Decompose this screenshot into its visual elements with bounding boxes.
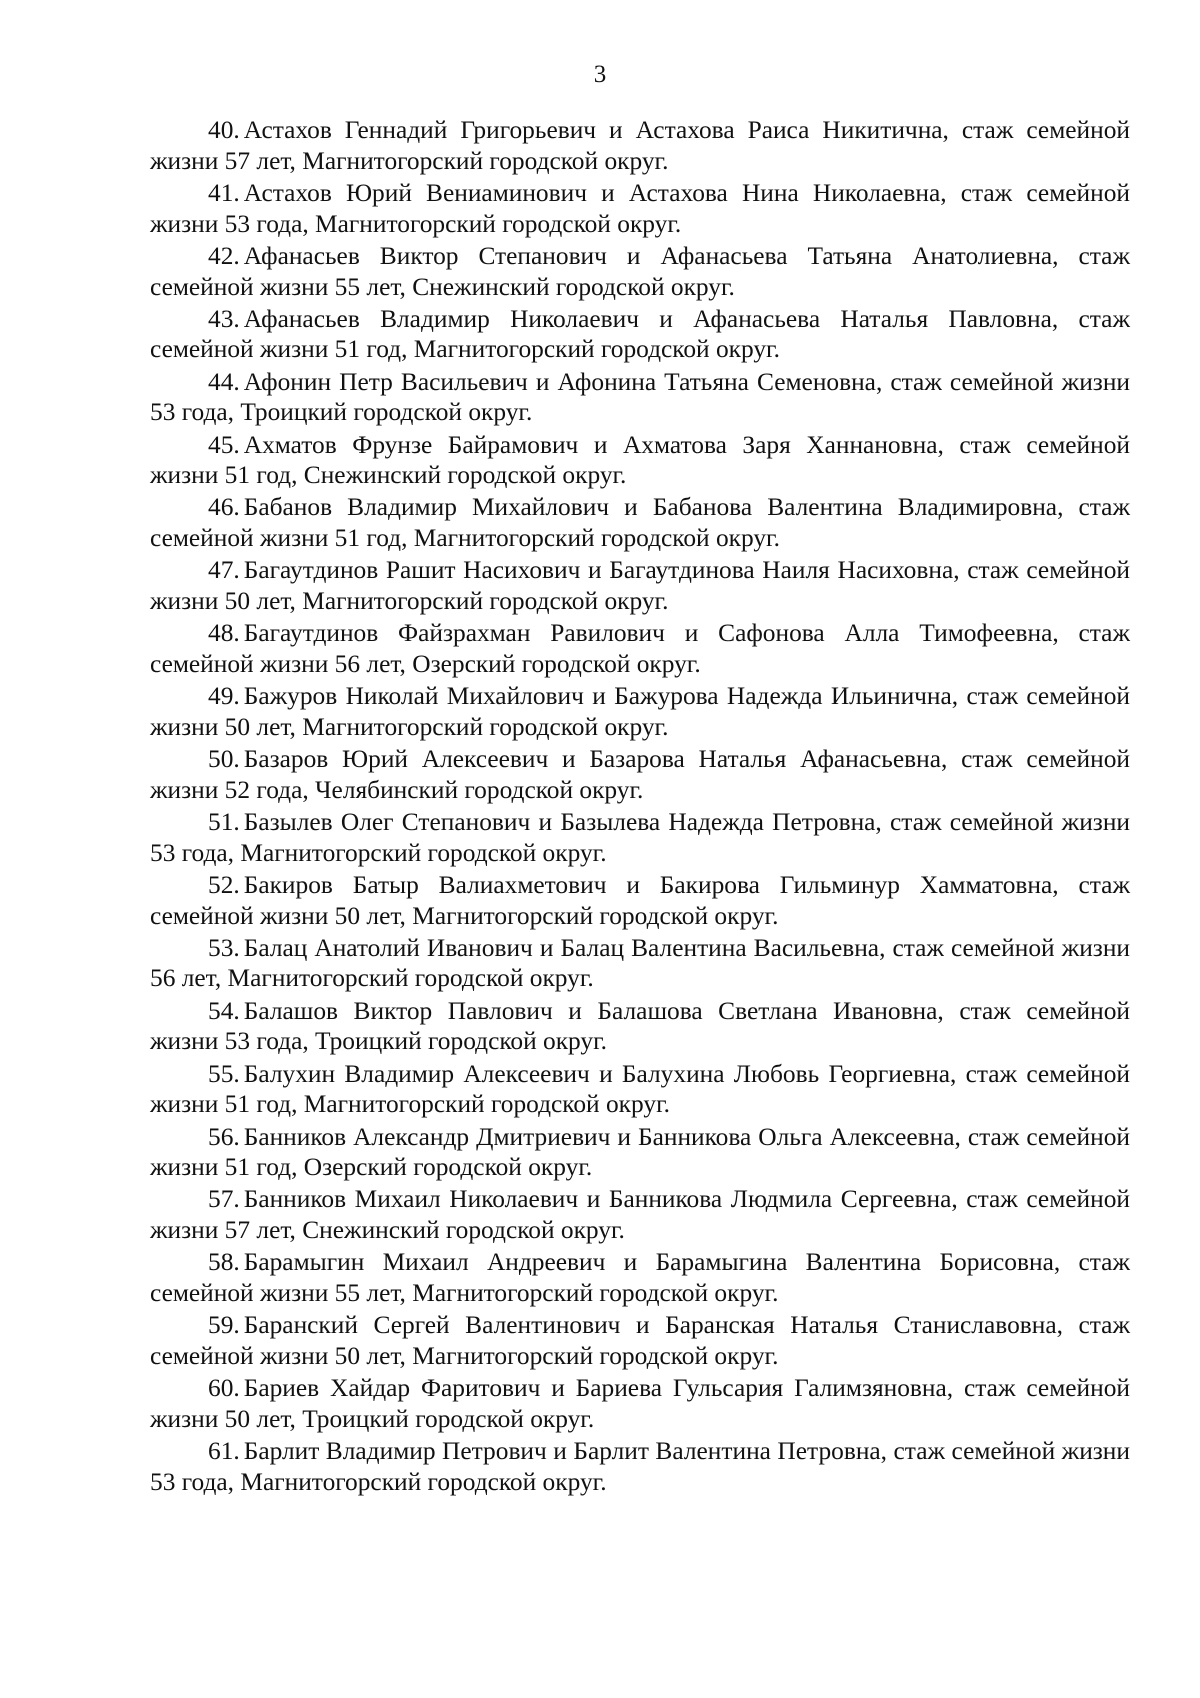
list-item-text: Банников Александр Дмитриевич и Банникова Ольга Алексеевна, стаж семейной жизни 51 год, Озерский городской округ.: [150, 1122, 1130, 1182]
list-item: [150, 178, 1130, 239]
list-item-number: 46.: [208, 493, 240, 522]
page-number: 3: [593, 61, 607, 88]
list-item: [150, 367, 1130, 428]
list-item: [150, 304, 1130, 365]
list-item: [150, 555, 1130, 616]
list-item: [150, 618, 1130, 679]
list-item: [150, 1184, 1130, 1245]
list-item: [150, 933, 1130, 994]
list-item-text: Астахов Юрий Вениаминович и Астахова Нина Николаевна, стаж семейной жизни 53 года, Магнитогорский городской округ.: [150, 178, 1130, 238]
list-item: [150, 1059, 1130, 1120]
list-item-number: 58.: [208, 1248, 240, 1277]
list-item: [150, 807, 1130, 868]
list-item-text: Банников Михаил Николаевич и Банникова Людмила Сергеевна, стаж семейной жизни 57 лет, Снежинский городской округ.: [150, 1185, 1130, 1245]
award-list: [150, 115, 1130, 1499]
list-item-text: Балашов Виктор Павлович и Балашова Светлана Ивановна, стаж семейной жизни 53 года, Троицкий городской округ.: [150, 996, 1130, 1056]
list-item-number: 57.: [208, 1185, 240, 1214]
list-item-number: 42.: [208, 241, 240, 270]
list-item-text: Багаутдинов Рашит Насихович и Багаутдинова Наиля Насиховна, стаж семейной жизни 50 лет, Магнитогорский городской округ.: [150, 556, 1130, 616]
list-item-number: 40.: [208, 116, 240, 144]
list-item: [150, 1373, 1130, 1434]
list-item-number: 49.: [208, 682, 240, 711]
list-item: [150, 870, 1130, 931]
list-item: [150, 996, 1130, 1057]
list-item-number: 56.: [208, 1122, 240, 1151]
list-item-number: 59.: [208, 1311, 240, 1340]
list-item: [150, 492, 1130, 553]
list-item-number: 52.: [208, 870, 240, 899]
list-item-text: Барамыгин Михаил Андреевич и Барамыгина Валентина Борисовна, стаж семейной жизни 55 лет, Магнитогорский городской округ.: [150, 1248, 1130, 1308]
list-item: [150, 115, 1130, 176]
list-item-number: 61.: [208, 1437, 240, 1466]
list-item: [150, 1436, 1130, 1497]
list-item-text: Ахматов Фрунзе Байрамович и Ахматова Заря Ханнановна, стаж семейной жизни 51 год, Снежинский городской округ.: [150, 430, 1130, 490]
list-item-text: Бажуров Николай Михайлович и Бажурова Надежда Ильинична, стаж семейной жизни 50 лет, Магнитогорский городской округ.: [150, 682, 1130, 741]
list-item: [150, 1310, 1130, 1371]
list-item-number: 45.: [208, 430, 240, 459]
list-item-text: Афонин Петр Васильевич и Афонина Татьяна Семеновна, стаж семейной жизни 53 года, Троицкий городской округ.: [150, 367, 1130, 427]
list-item-number: 43.: [208, 304, 240, 333]
list-item-number: 44.: [208, 367, 240, 396]
list-item-number: 50.: [208, 745, 240, 774]
list-item-text: Астахов Геннадий Григорьевич и Астахова Раиса Никитична, стаж семейной жизни 57 лет, Магнитогорский городской округ.: [150, 116, 1130, 175]
list-item-text: Бакиров Батыр Валиахметович и Бакирова Гильминур Хамматовна, стаж семейной жизни 50 лет, Магнитогорский городской округ.: [150, 870, 1130, 930]
list-item: [150, 681, 1130, 742]
list-item: [150, 241, 1130, 302]
list-item-number: 48.: [208, 619, 240, 648]
list-item-number: 51.: [208, 807, 240, 836]
list-item-text: Афанасьев Виктор Степанович и Афанасьева Татьяна Анатолиевна, стаж семейной жизни 55 лет, Снежинский городской округ.: [150, 241, 1130, 301]
list-item-text: Багаутдинов Файзрахман Равилович и Сафонова Алла Тимофеевна, стаж семейной жизни 56 лет, Озерский городской округ.: [150, 619, 1130, 678]
list-item-number: 55.: [208, 1059, 240, 1088]
list-item-text: Афанасьев Владимир Николаевич и Афанасьева Наталья Павловна, стаж семейной жизни 51 год, Магнитогорский городской округ.: [150, 304, 1130, 364]
list-item-number: 60.: [208, 1374, 240, 1403]
list-item-number: 54.: [208, 996, 240, 1025]
list-item-text: Бабанов Владимир Михайлович и Бабанова Валентина Владимировна, стаж семейной жизни 51 год, Магнитогорский городской округ.: [150, 493, 1130, 553]
list-item: [150, 1247, 1130, 1308]
list-item-text: Балухин Владимир Алексеевич и Балухина Любовь Георгиевна, стаж семейной жизни 51 год, Магнитогорский городской округ.: [150, 1059, 1130, 1119]
list-item-text: Барлит Владимир Петрович и Барлит Валентина Петровна, стаж семейной жизни 53 года, Магнитогорский городской округ.: [150, 1437, 1130, 1496]
list-item: [150, 430, 1130, 491]
list-item-number: 41.: [208, 178, 240, 207]
list-item-text: Бариев Хайдар Фаритович и Бариева Гульсария Галимзяновна, стаж семейной жизни 50 лет, Троицкий городской округ.: [150, 1374, 1130, 1433]
list-item-number: 47.: [208, 556, 240, 585]
list-item-text: Базаров Юрий Алексеевич и Базарова Наталья Афанасьевна, стаж семейной жизни 52 года, Челябинский городской округ.: [150, 745, 1130, 804]
list-item-text: Баранский Сергей Валентинович и Баранская Наталья Станиславовна, стаж семейной жизни 50 лет, Магнитогорский городской округ.: [150, 1311, 1130, 1370]
list-item-text: Базылев Олег Степанович и Базылева Надежда Петровна, стаж семейной жизни 53 года, Магнитогорский городской округ.: [150, 807, 1130, 867]
list-item-number: 53.: [208, 933, 240, 962]
list-item: [150, 1122, 1130, 1183]
list-item-text: Балац Анатолий Иванович и Балац Валентина Васильевна, стаж семейной жизни 56 лет, Магнитогорский городской округ.: [150, 933, 1130, 993]
list-item: [150, 744, 1130, 805]
